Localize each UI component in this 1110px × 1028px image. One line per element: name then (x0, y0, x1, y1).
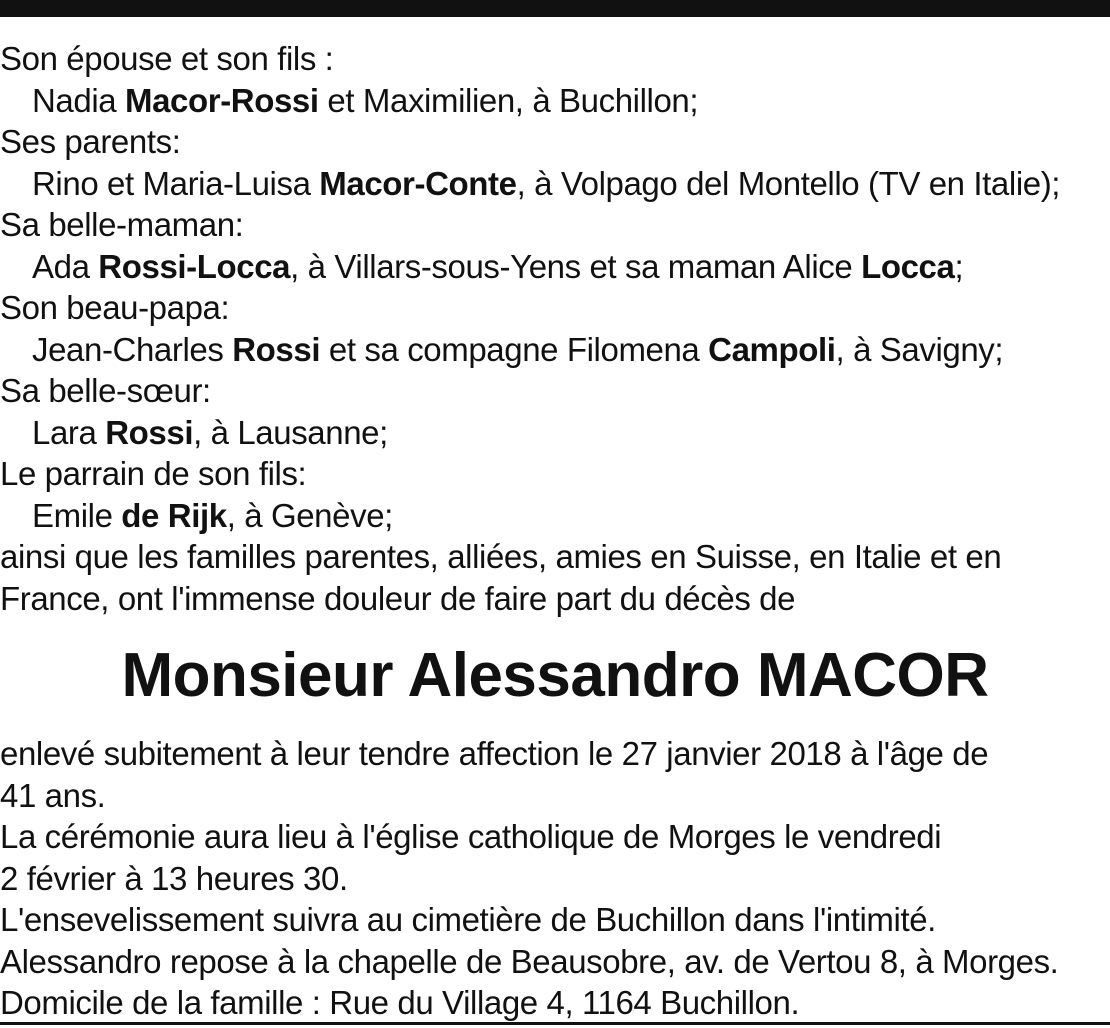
member-text: , à Savigny; (835, 330, 1004, 368)
announcement-line-1: ainsi que les familles parentes, alliées, amies en Suisse, en Italie et en (0, 538, 1002, 575)
relation-heading: Ses parents: (0, 123, 181, 160)
member-text: Lara (32, 413, 106, 451)
member-text: , à Lausanne; (193, 413, 388, 451)
family-list (0, 38, 1110, 536)
member-text: et sa compagne Filomena (320, 330, 709, 368)
member-text: Ada (32, 247, 99, 285)
details-line: Domicile de la famille : Rue du Village 4, 1164 Buchillon. (0, 984, 800, 1021)
surname: Campoli (708, 330, 836, 368)
details-line: 41 ans. (0, 776, 106, 814)
surname: Rossi (105, 413, 194, 451)
member-text: , à Volpago del Montello (TV en Italie); (516, 164, 1061, 202)
surname: Locca (861, 247, 955, 285)
bottom-border-rule (0, 1022, 1110, 1025)
relation-heading: Son beau-papa: (0, 289, 230, 326)
member-text: Nadia (32, 81, 125, 119)
surname: Macor-Conte (319, 164, 517, 202)
relation-heading: Son épouse et son fils : (0, 40, 334, 77)
relation-heading: Sa belle-sœur: (0, 372, 211, 409)
member-text: Emile (32, 496, 122, 534)
top-border-rule (0, 0, 1110, 17)
details-line: L'ensevelissement suivra au cimetière de Buchillon dans l'intimité. (0, 901, 936, 938)
relation-members (0, 80, 1110, 122)
details-line: enlevé subitement à leur tendre affection le 27 janvier 2018 à l'âge de (0, 735, 989, 772)
surname: Rossi (232, 330, 321, 368)
surname: de Rijk (121, 496, 227, 534)
surname: Rossi-Locca (98, 247, 291, 285)
member-text: Jean-Charles (32, 330, 233, 368)
member-text: Rino et Maria-Luisa (32, 164, 320, 202)
deceased-name: Monsieur Alessandro MACOR (121, 641, 989, 711)
member-text: ; (954, 247, 964, 285)
death-notice (0, 38, 1110, 1024)
relation-members (0, 246, 1110, 288)
details-line: Alessandro repose à la chapelle de Beausobre, av. de Vertou 8, à Morges. (0, 942, 1059, 980)
relation-heading: Sa belle-maman: (0, 206, 244, 243)
relation-members (0, 495, 1110, 537)
member-text: et Maximilien, à Buchillon; (318, 81, 699, 119)
relation-members (0, 412, 1110, 454)
relation-heading: Le parrain de son fils: (0, 455, 307, 492)
relation-members (0, 163, 1110, 205)
announcement-line-2: France, ont l'immense douleur de faire part du décès de (0, 579, 796, 617)
details-line: 2 février à 13 heures 30. (0, 859, 348, 897)
member-text: , à Villars-sous-Yens et sa maman Alice (290, 247, 862, 285)
member-text: , à Genève; (226, 496, 393, 534)
details-line: La cérémonie aura lieu à l'église catholique de Morges le vendredi (0, 818, 942, 855)
relation-members (0, 329, 1110, 371)
surname: Macor-Rossi (125, 81, 319, 119)
